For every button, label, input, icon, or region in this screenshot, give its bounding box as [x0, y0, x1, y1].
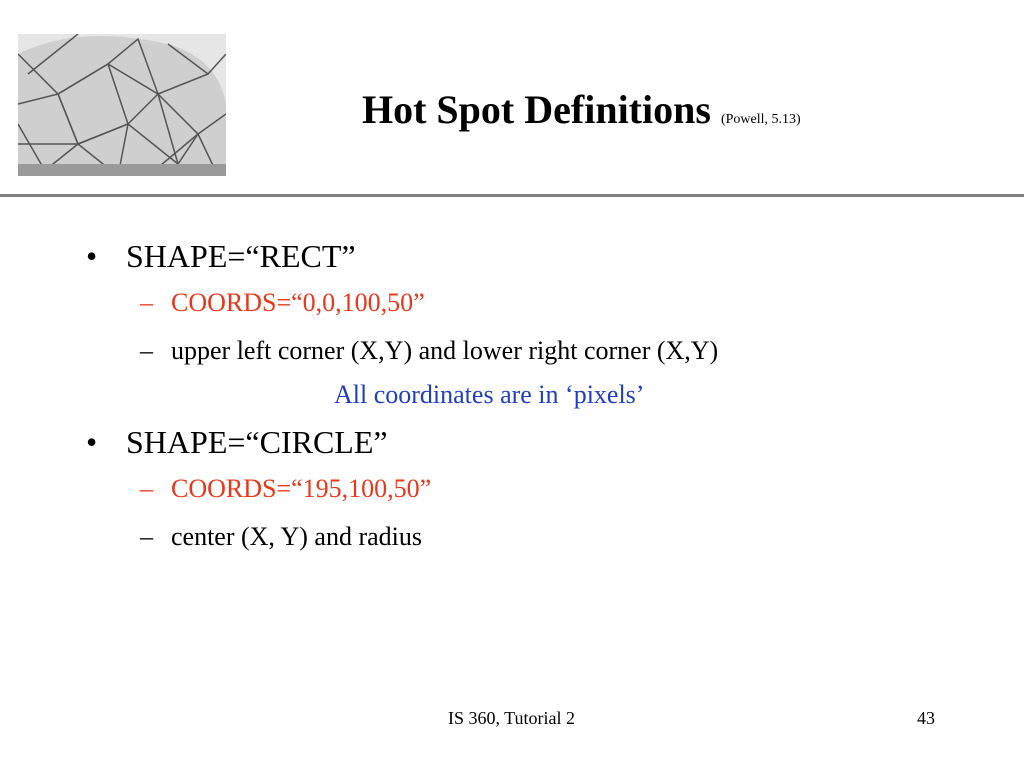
pixel-note: All coordinates are in ‘pixels’ [334, 380, 645, 409]
title-text: Hot Spot Definitions [362, 87, 711, 132]
title-divider [0, 194, 1024, 197]
slide-number: 43 [917, 708, 935, 728]
dash-mark: – [140, 474, 153, 503]
bullet-rect-shape [86, 238, 356, 275]
geodesic-dome-photo-icon [18, 34, 226, 176]
footer-course: IS 360, Tutorial 2 [448, 708, 576, 728]
sub-item-rect-description [140, 336, 718, 366]
title-citation: (Powell, 5.13) [720, 112, 801, 127]
dash-mark: – [140, 288, 153, 317]
dash-mark: – [140, 336, 153, 365]
slide-title [362, 86, 801, 133]
bullet-label: SHAPE=“CIRCLE” [126, 424, 388, 460]
sub-item-text: center (X, Y) and radius [171, 522, 422, 551]
sub-item-text: COORDS=“195,100,50” [171, 474, 432, 503]
bullet-mark: • [86, 424, 98, 460]
bullet-mark: • [86, 238, 98, 274]
sub-item-rect-coords [140, 288, 425, 318]
dash-mark: – [140, 522, 153, 551]
sub-item-circle-description [140, 522, 422, 552]
sub-item-text: upper left corner (X,Y) and lower right corner (X,Y) [171, 336, 719, 365]
sub-item-circle-coords [140, 474, 431, 504]
sub-item-text: COORDS=“0,0,100,50” [171, 288, 425, 317]
bullet-label: SHAPE=“RECT” [126, 238, 356, 274]
bullet-circle-shape [86, 424, 388, 461]
